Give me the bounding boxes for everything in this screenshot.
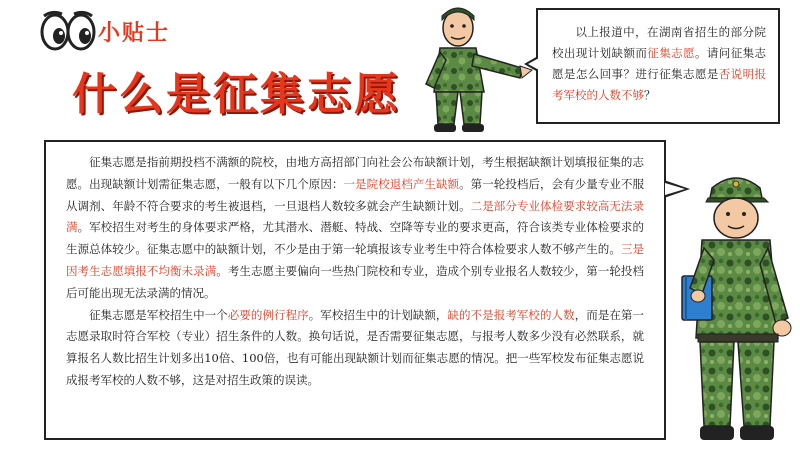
intro-text-2: 。请问征集志愿是怎么回事？进行征集志愿是 (552, 46, 767, 81)
routine-highlight: 必要的例行程序 (227, 307, 309, 322)
pointing-soldier-illustration (418, 2, 536, 136)
article-paragraph-2: 征集志愿是军校招生中一个必要的例行程序。军校招生中的计划缺额，缺的不是报考军校的人数，而是在第一志愿录取时符合军校（专业）招生条件的人数。换句话说，是否需要征集志愿，与报考人数多少没有必然联系，就算报名人数比招生计划多出10倍、100倍，也有可能出现缺额计划而征集志愿的情况。把一些军校发布征集志愿说成报考军校的人数不够，这是对招生政策的误读。 (66, 307, 645, 387)
article-paragraph-1: 征集志愿是指前期投档不满额的院校，由地方高招部门向社会公布缺额计划，考生根据缺额计划填报征集的志愿。出现缺额计划需征集志愿，一般有以下几个原因：一是院校退档产生缺额。第一轮投档后，会有少量专业不服从调剂、年龄不符合要求的考生被退档，一旦退档人数较多就会产生缺额计划。二是部分专业体检要求较高无法录满。军校招生对考生的身体要求严格，尤其潜水、潜艇、特战、空降等专业的要求更高，符合该类专业体检要求的生源总体较少。征集志愿中的缺额计划，不少是由于第一轮填报该专业考生中符合体检要求人数不够产生的。三是因考生志愿填报不均衡未录满。考生志愿主要偏向一些热门院校和专业，造成个别专业报名人数较少，第一轮投档后可能出现无法录满的情况。 (66, 155, 645, 300)
intro-highlight-1: 征集志愿 (647, 46, 695, 60)
not-lack-highlight: 缺的不是报考军校的人数 (447, 307, 575, 322)
reason-3-highlight: 三是因考生志愿填报不均衡未录满 (66, 242, 644, 278)
intro-text-3: ？ (644, 88, 656, 102)
reason-1-highlight: 一是院校退档产生缺额 (343, 176, 460, 191)
intro-text-1: 以上报道中，在湖南省招生的部分院校出现计划缺额而 (552, 25, 766, 60)
reason-2-highlight: 二是部分专业体检要求较高无法录满 (66, 198, 644, 235)
cartoon-eyes-icon (38, 10, 98, 52)
page-title: 什么是征集志愿 (72, 69, 401, 120)
soldier-holding-book-illustration (672, 168, 798, 448)
tip-label: 小贴士 (98, 21, 171, 46)
intro-highlight-2: 否说明报考军校的人数不够 (552, 67, 767, 102)
intro-speech-bubble (536, 8, 780, 124)
article-speech-box (44, 140, 666, 440)
